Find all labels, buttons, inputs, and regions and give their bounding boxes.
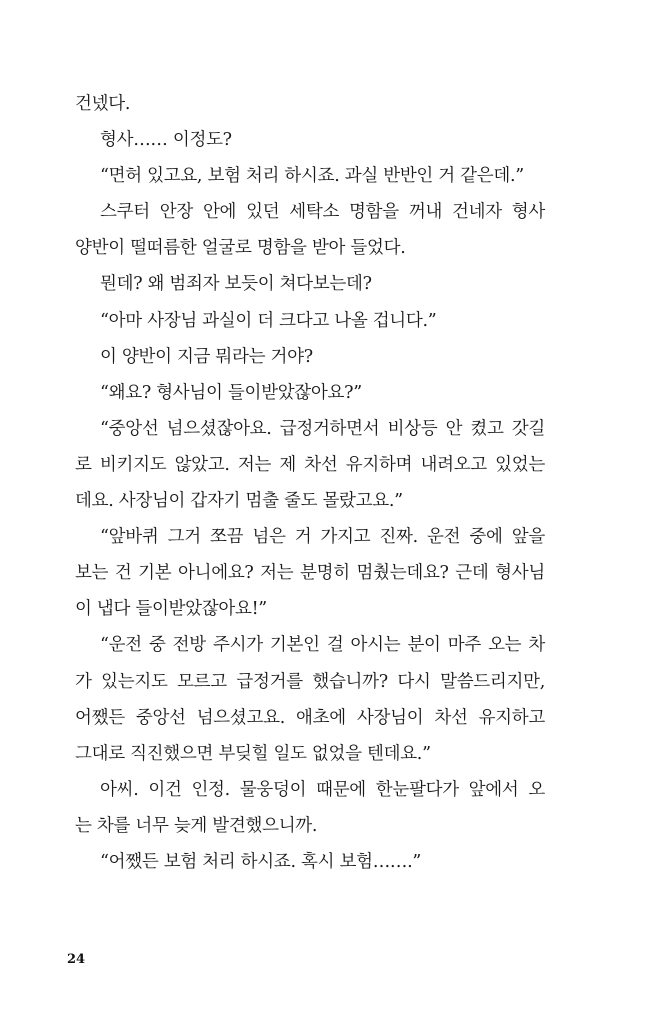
text-line: 이 냅다 들이받았잖아요!” xyxy=(75,599,267,620)
text-line: 형사…… 이정도? xyxy=(100,130,232,151)
text-line: 뭔데? 왜 범죄자 보듯이 쳐다보는데? xyxy=(100,274,372,295)
text-line: “어쨌든 보험 처리 하시죠. 혹시 보험…….” xyxy=(100,851,422,872)
text-line: “왜요? 형사님이 들이받았잖아요?” xyxy=(100,382,362,403)
text-line: “앞바퀴 그거 쪼끔 넘은 거 가지고 진짜. 운전 중에 앞을 xyxy=(100,527,545,548)
text-line: 양반이 떨떠름한 얼굴로 명함을 받아 들었다. xyxy=(75,238,406,259)
text-line: “면허 있고요, 보험 처리 하시죠. 과실 반반인 거 같은데.” xyxy=(100,166,524,187)
text-line: 이 양반이 지금 뭐라는 거야? xyxy=(100,346,313,367)
text-line: 보는 건 기본 아니에요? 저는 분명히 멈췄는데요? 근데 형사님 xyxy=(75,563,545,584)
body-text xyxy=(75,86,545,880)
text-line: 데요. 사장님이 갑자기 멈출 줄도 몰랐고요.” xyxy=(75,491,403,512)
text-line: 는 차를 너무 늦게 발견했으니까. xyxy=(75,815,318,836)
text-line: 아씨. 이건 인정. 물웅덩이 때문에 한눈팔다가 앞에서 오 xyxy=(100,779,545,800)
text-line: 어쨌든 중앙선 넘으셨고요. 애초에 사장님이 차선 유지하고 xyxy=(75,707,545,728)
text-line: 그대로 직진했으면 부딪힐 일도 없었을 텐데요.” xyxy=(75,743,431,764)
text-line: 가 있는지도 모르고 급정거를 했습니까? 다시 말씀드리지만, xyxy=(75,671,545,692)
text-line: “운전 중 전방 주시가 기본인 걸 아시는 분이 마주 오는 차 xyxy=(100,635,545,656)
text-line: “아마 사장님 과실이 더 크다고 나올 겁니다.” xyxy=(100,310,437,331)
text-line: 스쿠터 안장 안에 있던 세탁소 명함을 꺼내 건네자 형사 xyxy=(100,202,545,223)
page-number: 24 xyxy=(67,952,86,967)
text-line: 건넸다. xyxy=(75,94,131,114)
text-line: 로 비키지도 않았고. 저는 제 차선 유지하며 내려오고 있었는 xyxy=(75,454,545,475)
text-line: “중앙선 넘으셨잖아요. 급정거하면서 비상등 안 켰고 갓길 xyxy=(100,418,545,439)
